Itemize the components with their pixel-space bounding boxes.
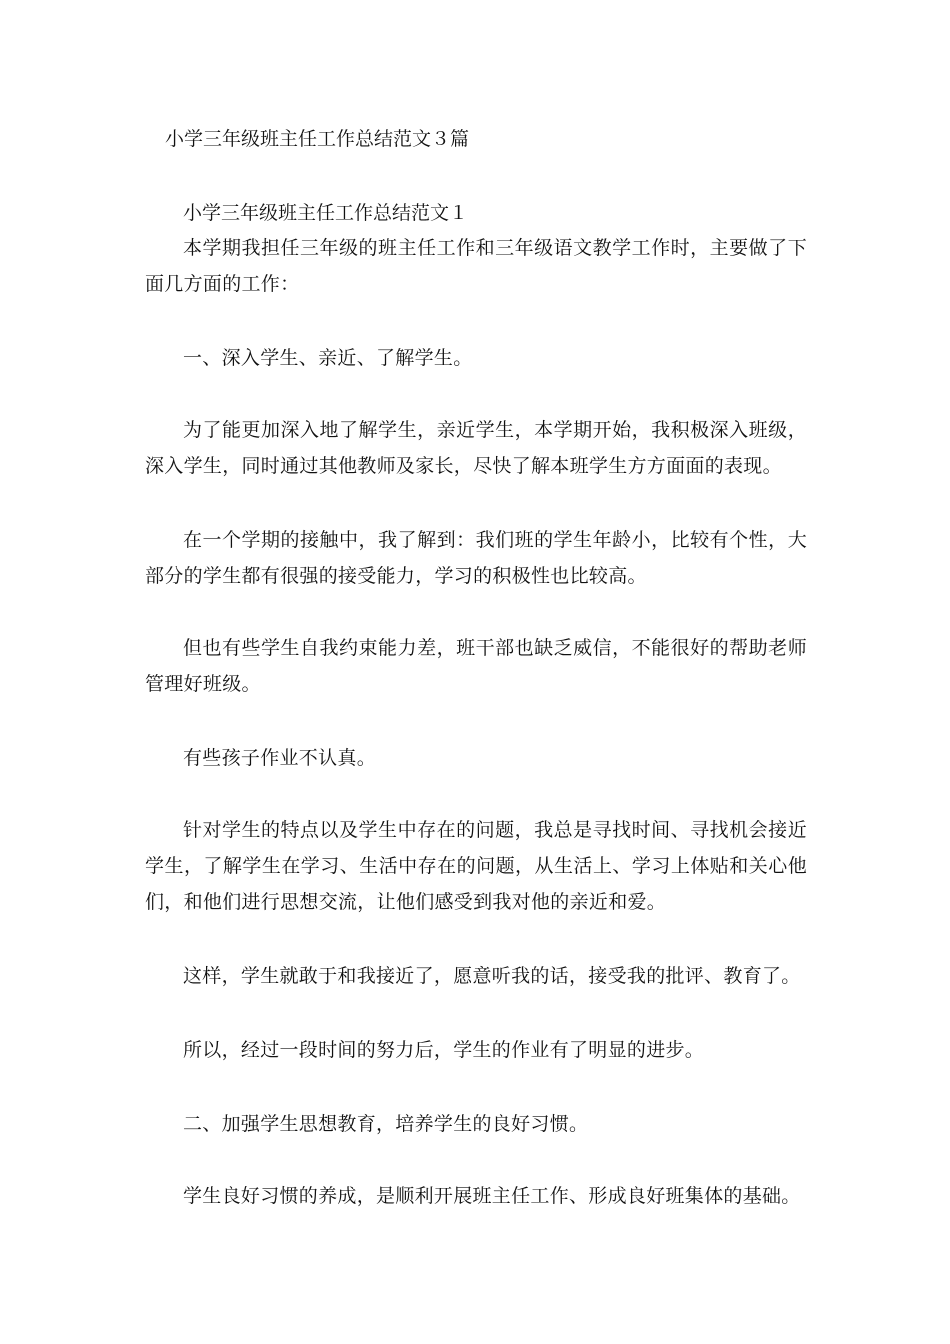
- paragraph-heading-one: 一、深入学生、亲近、了解学生。: [183, 347, 473, 369]
- paragraph: 所以，经过一段时间的努力后，学生的作业有了明显的进步。: [183, 1039, 705, 1061]
- document-title: 小学三年级班主任工作总结范文３篇: [165, 128, 470, 150]
- paragraph: 为了能更加深入地了解学生，亲近学生，本学期开始，我积极深入班级，深入学生，同时通过其他教师及家长，尽快了解本班学生方方面面的表现。: [145, 419, 807, 477]
- section-heading: 小学三年级班主任工作总结范文１: [183, 202, 469, 224]
- paragraph-heading-two: 二、加强学生思想教育，培养学生的良好习惯。: [183, 1113, 589, 1135]
- paragraph: 但也有些学生自我约束能力差，班干部也缺乏威信，不能很好的帮助老师管理好班级。: [145, 637, 807, 695]
- paragraph: 针对学生的特点以及学生中存在的问题，我总是寻找时间、寻找机会接近学生，了解学生在学习、生活中存在的问题，从生活上、学习上体贴和关心他们，和他们进行思想交流，让他们感受到我对他的亲近和爱。: [145, 819, 807, 913]
- paragraph: 有些孩子作业不认真。: [183, 747, 377, 769]
- paragraph: 在一个学期的接触中，我了解到：我们班的学生年龄小，比较有个性，大部分的学生都有很强的接受能力，学习的积极性也比较高。: [145, 529, 807, 587]
- paragraph: 这样，学生就敢于和我接近了，愿意听我的话，接受我的批评、教育了。: [183, 965, 801, 987]
- paragraph-intro: 本学期我担任三年级的班主任工作和三年级语文教学工作时，主要做了下面几方面的工作：: [145, 237, 807, 295]
- paragraph: 学生良好习惯的养成，是顺利开展班主任工作、形成良好班集体的基础。: [183, 1185, 801, 1207]
